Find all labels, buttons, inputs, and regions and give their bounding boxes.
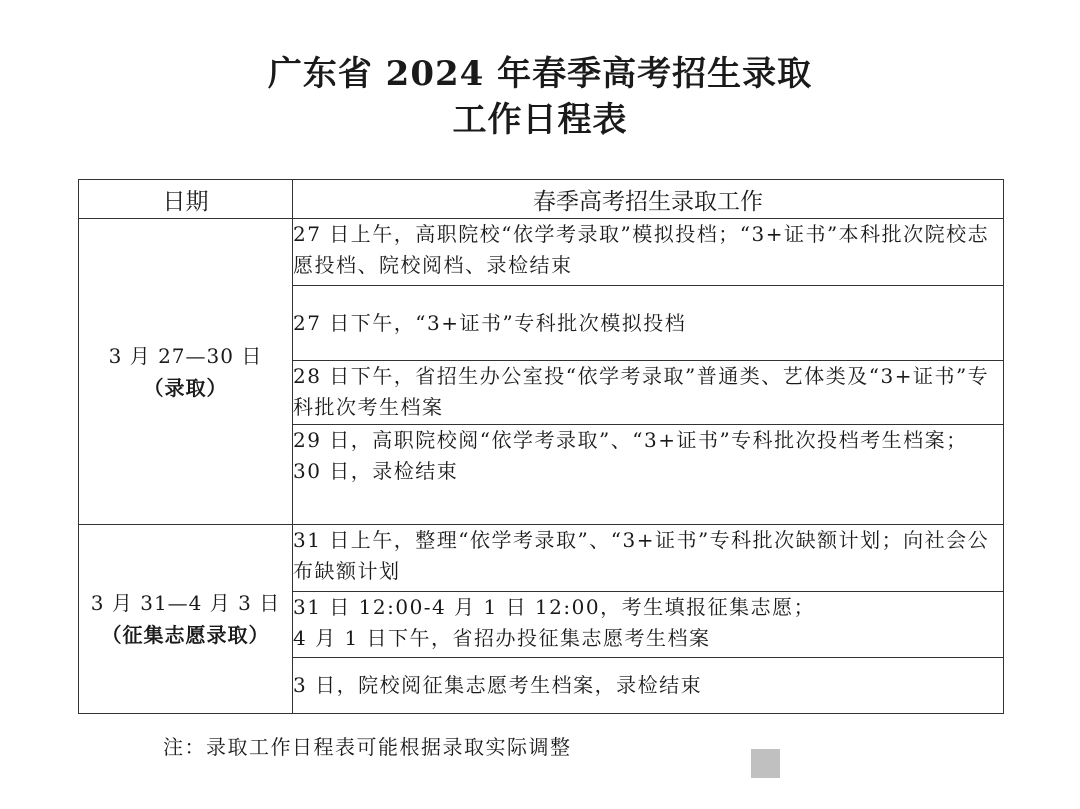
table-row: [79, 219, 1004, 286]
task-text: 27 日下午，“3+证书”专科批次模拟投档: [293, 310, 687, 335]
task-text: 29 日，高职院校阅“依学考录取”、“3+证书”专科批次投档考生档案；: [293, 428, 968, 452]
task-cell: [293, 525, 1004, 592]
column-header-date: 日期: [79, 180, 293, 219]
task-text: 4 月 1 日下午，省招办投征集志愿考生档案: [293, 626, 711, 650]
task-cell: [293, 286, 1004, 361]
task-cell: [293, 592, 1004, 658]
date-cell: [79, 219, 293, 525]
page-subtitle: 工作日程表: [452, 100, 628, 140]
date-phase: （录取）: [143, 375, 228, 400]
task-text: 27 日上午，高职院校“依学考录取”模拟投档；“3+证书”本科批次院校志愿投档、院校阅档、录检结束: [293, 222, 990, 277]
table-header-row: [79, 180, 1004, 219]
table-row: [79, 525, 1004, 592]
date-range: 3 月 31—4 月 3 日: [90, 591, 281, 615]
task-text: 31 日 12:00-4 月 1 日 12:00，考生填报征集志愿；: [293, 595, 816, 619]
task-text: 30 日，录检结束: [293, 459, 459, 483]
column-header-work: 春季高考招生录取工作: [293, 180, 1004, 219]
task-cell: [293, 658, 1004, 714]
date-range: 3 月 27—30 日: [108, 343, 263, 368]
page-title: 广东省 2024 年春季高考招生录取: [267, 54, 813, 94]
date-phase: （征集志愿录取）: [101, 623, 270, 647]
date-cell: [79, 525, 293, 714]
task-cell: [293, 425, 1004, 525]
task-cell: [293, 219, 1004, 286]
task-text: 28 日下午，省招生办公室投“依学考录取”普通类、艺体类及“3+证书”专科批次考生档案: [293, 364, 990, 419]
schedule-table: [78, 179, 1004, 714]
footnote: 注：录取工作日程表可能根据录取实际调整: [163, 735, 572, 759]
gray-square-mark: [751, 749, 780, 778]
task-cell: [293, 361, 1004, 425]
task-text: 3 日，院校阅征集志愿考生档案，录检结束: [293, 673, 703, 697]
task-text: 31 日上午，整理“依学考录取”、“3+证书”专科批次缺额计划；向社会公布缺额计划: [293, 528, 990, 583]
